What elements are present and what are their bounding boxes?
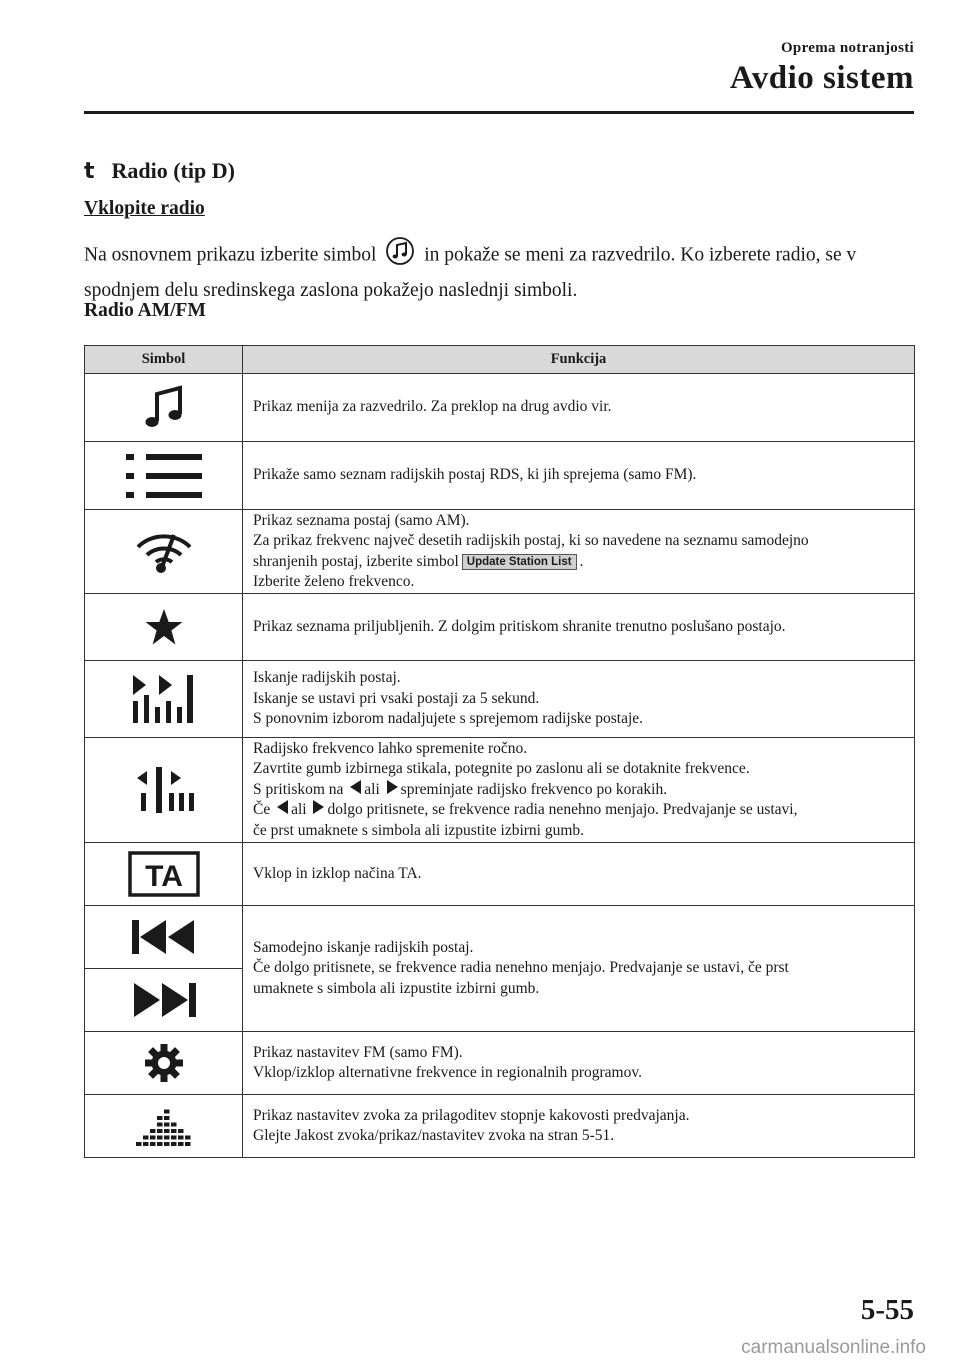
station-list-icon bbox=[85, 451, 242, 501]
watermark: carmanualsonline.info bbox=[741, 1337, 926, 1358]
section-title-text: Radio (tip D) bbox=[111, 158, 235, 183]
star-icon bbox=[85, 608, 242, 646]
function-line-text: S pritiskom na bbox=[253, 780, 344, 798]
table-row bbox=[85, 374, 915, 442]
function-line-text: dolgo pritisnete, se frekvence radia nenehno menjajo. Predvajanje se ustavi, bbox=[327, 801, 798, 819]
function-cell bbox=[243, 1095, 915, 1158]
symbol-table bbox=[84, 345, 915, 1158]
function-line: če prst umaknete s simbola ali izpustite izbirni gumb. bbox=[253, 821, 585, 839]
music-note-circle-icon bbox=[385, 236, 415, 276]
symbol-cell bbox=[85, 442, 243, 510]
function-line: Samodejno iskanje radijskih postaj. bbox=[253, 938, 474, 956]
function-line-text: Če bbox=[253, 801, 271, 819]
update-station-list-button[interactable]: Update Station List bbox=[462, 554, 577, 570]
sound-settings-icon bbox=[85, 1104, 242, 1148]
table-row bbox=[85, 661, 915, 738]
function-line-text: spreminjate radijsko frekvenco po korakih. bbox=[400, 780, 668, 798]
function-line: Za prikaz frekvenc največ desetih radijskih postaj, ki so navedene na seznamu samodejno bbox=[253, 532, 809, 549]
seek-forward-icon bbox=[85, 980, 242, 1020]
function-line: Iskanje radijskih postaj. bbox=[253, 669, 401, 687]
running-header-section: Oprema notranjosti bbox=[780, 40, 914, 56]
symbol-cell bbox=[85, 1095, 243, 1158]
table-row bbox=[85, 1095, 915, 1158]
function-line: Prikaz seznama priljubljenih. Z dolgim pritiskom shranite trenutno poslušano postajo. bbox=[253, 617, 786, 635]
intro-text-after: in pokaže se meni za razvedrilo. Ko izberete radio, se v spodnjem delu sredinskega zaslona pokažejo naslednji simboli. bbox=[84, 244, 857, 301]
gear-icon bbox=[85, 1043, 242, 1083]
function-line-text: ali bbox=[291, 801, 307, 819]
function-line: Če dolgo pritisnete, se frekvence radia nenehno menjajo. Predvajanje se ustavi, če prst bbox=[253, 959, 789, 977]
function-line bbox=[253, 780, 906, 801]
function-line: Vklop in izklop načina TA. bbox=[253, 864, 422, 882]
intro-paragraph bbox=[84, 236, 919, 306]
subheading: Vklopite radio bbox=[84, 198, 205, 219]
function-line: Prikaz menija za razvedrilo. Za preklop na drug avdio vir. bbox=[253, 398, 612, 416]
page-number: 5-55 bbox=[860, 1294, 914, 1326]
function-line: Vklop/izklop alternativne frekvence in regionalnih programov. bbox=[253, 1064, 642, 1081]
function-line: Prikaz nastavitev FM (samo FM). bbox=[253, 1043, 463, 1061]
symbol-cell bbox=[85, 661, 243, 738]
function-line: S ponovnim izborom nadaljujete s sprejemom radijske postaje. bbox=[253, 710, 644, 728]
function-cell bbox=[243, 1032, 915, 1095]
column-header-symbol: Simbol bbox=[85, 346, 243, 374]
function-cell bbox=[243, 906, 915, 1032]
function-line: Zavrtite gumb izbirnega stikala, potegnite po zaslonu ali se dotaknite frekvence. bbox=[253, 760, 750, 778]
function-cell bbox=[243, 442, 915, 510]
symbol-cell bbox=[85, 594, 243, 661]
section-title bbox=[84, 158, 235, 184]
running-header-title: Avdio sistem bbox=[729, 60, 914, 96]
ta-icon-label: TA bbox=[144, 860, 183, 893]
symbol-cell bbox=[85, 738, 243, 843]
triangle-left-icon bbox=[277, 800, 288, 821]
header-divider bbox=[84, 111, 914, 114]
function-line-period: . bbox=[579, 552, 584, 570]
seek-back-icon bbox=[85, 917, 242, 957]
triangle-right-icon bbox=[387, 780, 398, 801]
symbol-cell bbox=[85, 1032, 243, 1095]
function-cell bbox=[243, 738, 915, 843]
table-row bbox=[85, 738, 915, 843]
triangle-right-icon bbox=[313, 800, 324, 821]
manual-tune-icon bbox=[85, 765, 242, 815]
function-line: Prikaz nastavitev zvoka za prilagoditev stopnje kakovosti predvajanja. bbox=[253, 1106, 690, 1124]
function-cell bbox=[243, 661, 915, 738]
function-cell bbox=[243, 594, 915, 661]
table-row bbox=[85, 843, 915, 906]
symbol-cell bbox=[85, 969, 243, 1032]
function-line: Glejte Jakost zvoka/prikaz/nastavitev zvoka na stran 5-51. bbox=[253, 1127, 615, 1144]
table-row bbox=[85, 1032, 915, 1095]
function-line-text: shranjenih postaj, izberite simbol bbox=[253, 552, 459, 570]
function-cell bbox=[243, 510, 915, 594]
scan-icon bbox=[85, 673, 242, 725]
function-cell bbox=[243, 843, 915, 906]
function-line bbox=[253, 800, 906, 821]
music-note-icon bbox=[85, 384, 242, 432]
column-header-function: Funkcija bbox=[243, 346, 915, 374]
symbol-cell bbox=[85, 374, 243, 442]
ta-icon bbox=[85, 851, 242, 897]
section-bullet: t bbox=[84, 159, 95, 184]
table-header-row bbox=[85, 346, 915, 374]
table-row bbox=[85, 594, 915, 661]
radio-am-fm-heading: Radio AM/FM bbox=[84, 300, 206, 321]
function-line: Prikaže samo seznam radijskih postaj RDS, ki jih sprejema (samo FM). bbox=[253, 466, 697, 484]
function-line: Izberite želeno frekvenco. bbox=[253, 573, 415, 590]
function-line: umaknete s simbola ali izpustite izbirni gumb. bbox=[253, 979, 540, 997]
function-line: Iskanje se ustavi pri vsaki postaji za 5 sekund. bbox=[253, 689, 540, 707]
am-antenna-icon bbox=[85, 529, 242, 575]
symbol-cell bbox=[85, 510, 243, 594]
table-row bbox=[85, 906, 915, 969]
symbol-cell bbox=[85, 843, 243, 906]
function-line: Prikaz seznama postaj (samo AM). bbox=[253, 511, 470, 529]
symbol-cell bbox=[85, 906, 243, 969]
function-cell bbox=[243, 374, 915, 442]
function-line: Radijsko frekvenco lahko spremenite ročno. bbox=[253, 739, 528, 757]
function-line-text: ali bbox=[364, 780, 380, 798]
function-line bbox=[253, 552, 906, 573]
intro-text-before: Na osnovnem prikazu izberite simbol bbox=[84, 244, 377, 266]
table-row bbox=[85, 510, 915, 594]
triangle-left-icon bbox=[350, 780, 361, 801]
table-row bbox=[85, 442, 915, 510]
